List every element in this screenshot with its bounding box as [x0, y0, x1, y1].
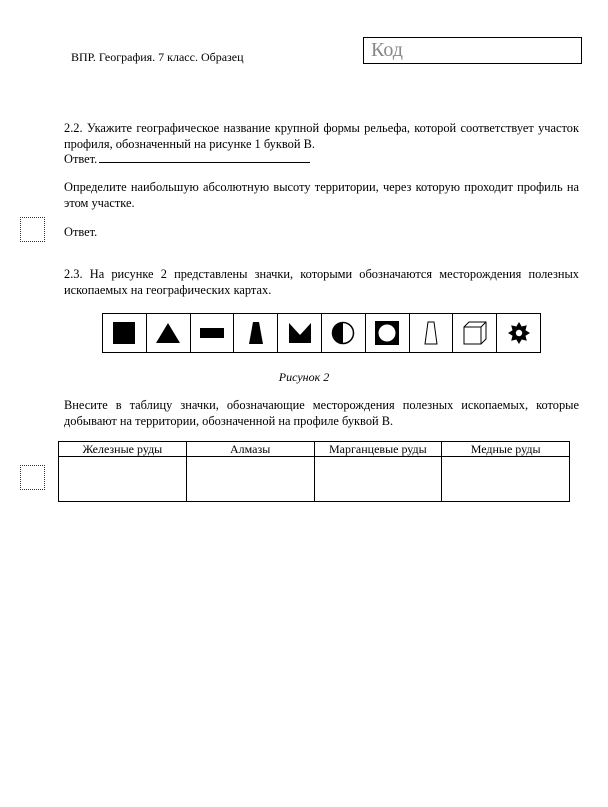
- circle-in-square-icon: [375, 321, 399, 345]
- table-header-row: [59, 442, 570, 457]
- header-diamonds: Алмазы: [186, 442, 314, 457]
- header-iron-ores: Железные руды: [59, 442, 187, 457]
- header-manganese-ores: Марганцевые руды: [314, 442, 442, 457]
- filled-square-icon: [112, 321, 136, 345]
- answer-cell-iron-ores[interactable]: [59, 457, 187, 502]
- answer-cell-manganese-ores[interactable]: [314, 457, 442, 502]
- symbol-cell: [234, 314, 278, 352]
- answer-cell-copper-ores[interactable]: [442, 457, 570, 502]
- symbol-cell: [410, 314, 454, 352]
- score-box-2-3[interactable]: [20, 465, 45, 490]
- answer-label: Ответ.: [64, 152, 98, 166]
- table-answer-row: [59, 457, 570, 502]
- task-2-3-question: 2.3. На рисунке 2 представлены значки, которыми обозначаются месторождения полезных ископаемых на географических картах.: [64, 267, 579, 297]
- answer-table: [58, 441, 570, 502]
- answer-label-2: Ответ.: [64, 225, 98, 239]
- code-box[interactable]: [363, 37, 582, 64]
- symbol-cell: [453, 314, 497, 352]
- symbol-cell: [497, 314, 540, 352]
- filled-trapezoid-icon: [248, 321, 264, 345]
- symbol-cell: [366, 314, 410, 352]
- task-2-3-instruction: Внесите в таблицу значки, обозначающие месторождения полезных ископаемых, которые добывают на территории, обозначенной на профиле буквой В.: [64, 398, 579, 428]
- symbol-cell: [191, 314, 235, 352]
- symbol-cell: [322, 314, 366, 352]
- half-filled-circle-icon: [331, 321, 355, 345]
- filled-rectangle-icon: [199, 327, 225, 339]
- figure-2-caption: Рисунок 2: [278, 370, 330, 384]
- page-header-title: ВПР. География. 7 класс. Образец: [71, 50, 244, 64]
- symbol-cell: [278, 314, 322, 352]
- outline-trapezoid-icon: [423, 321, 439, 345]
- filled-triangle-icon: [155, 322, 181, 344]
- score-box-2-2[interactable]: [20, 217, 45, 242]
- task-2-2-answer-row: [64, 150, 310, 167]
- answer-line[interactable]: [99, 150, 310, 163]
- symbol-cell: [103, 314, 147, 352]
- outline-cube-icon: [463, 321, 487, 345]
- code-label: Код: [371, 39, 403, 61]
- crown-shape-icon: [288, 322, 312, 344]
- task-2-2-question: 2.2. Укажите географическое название крупной формы рельефа, которой соответствует участок профиля, обозначенный на рисунке 1 буквой В.: [64, 121, 579, 151]
- symbol-cell: [147, 314, 191, 352]
- figure-2-symbols: [102, 313, 541, 353]
- task-2-2-question-2: Определите наибольшую абсолютную высоту территории, через которую проходит профиль на этом участке.: [64, 180, 579, 210]
- sun-star-icon: [507, 321, 531, 345]
- header-copper-ores: Медные руды: [442, 442, 570, 457]
- answer-cell-diamonds[interactable]: [186, 457, 314, 502]
